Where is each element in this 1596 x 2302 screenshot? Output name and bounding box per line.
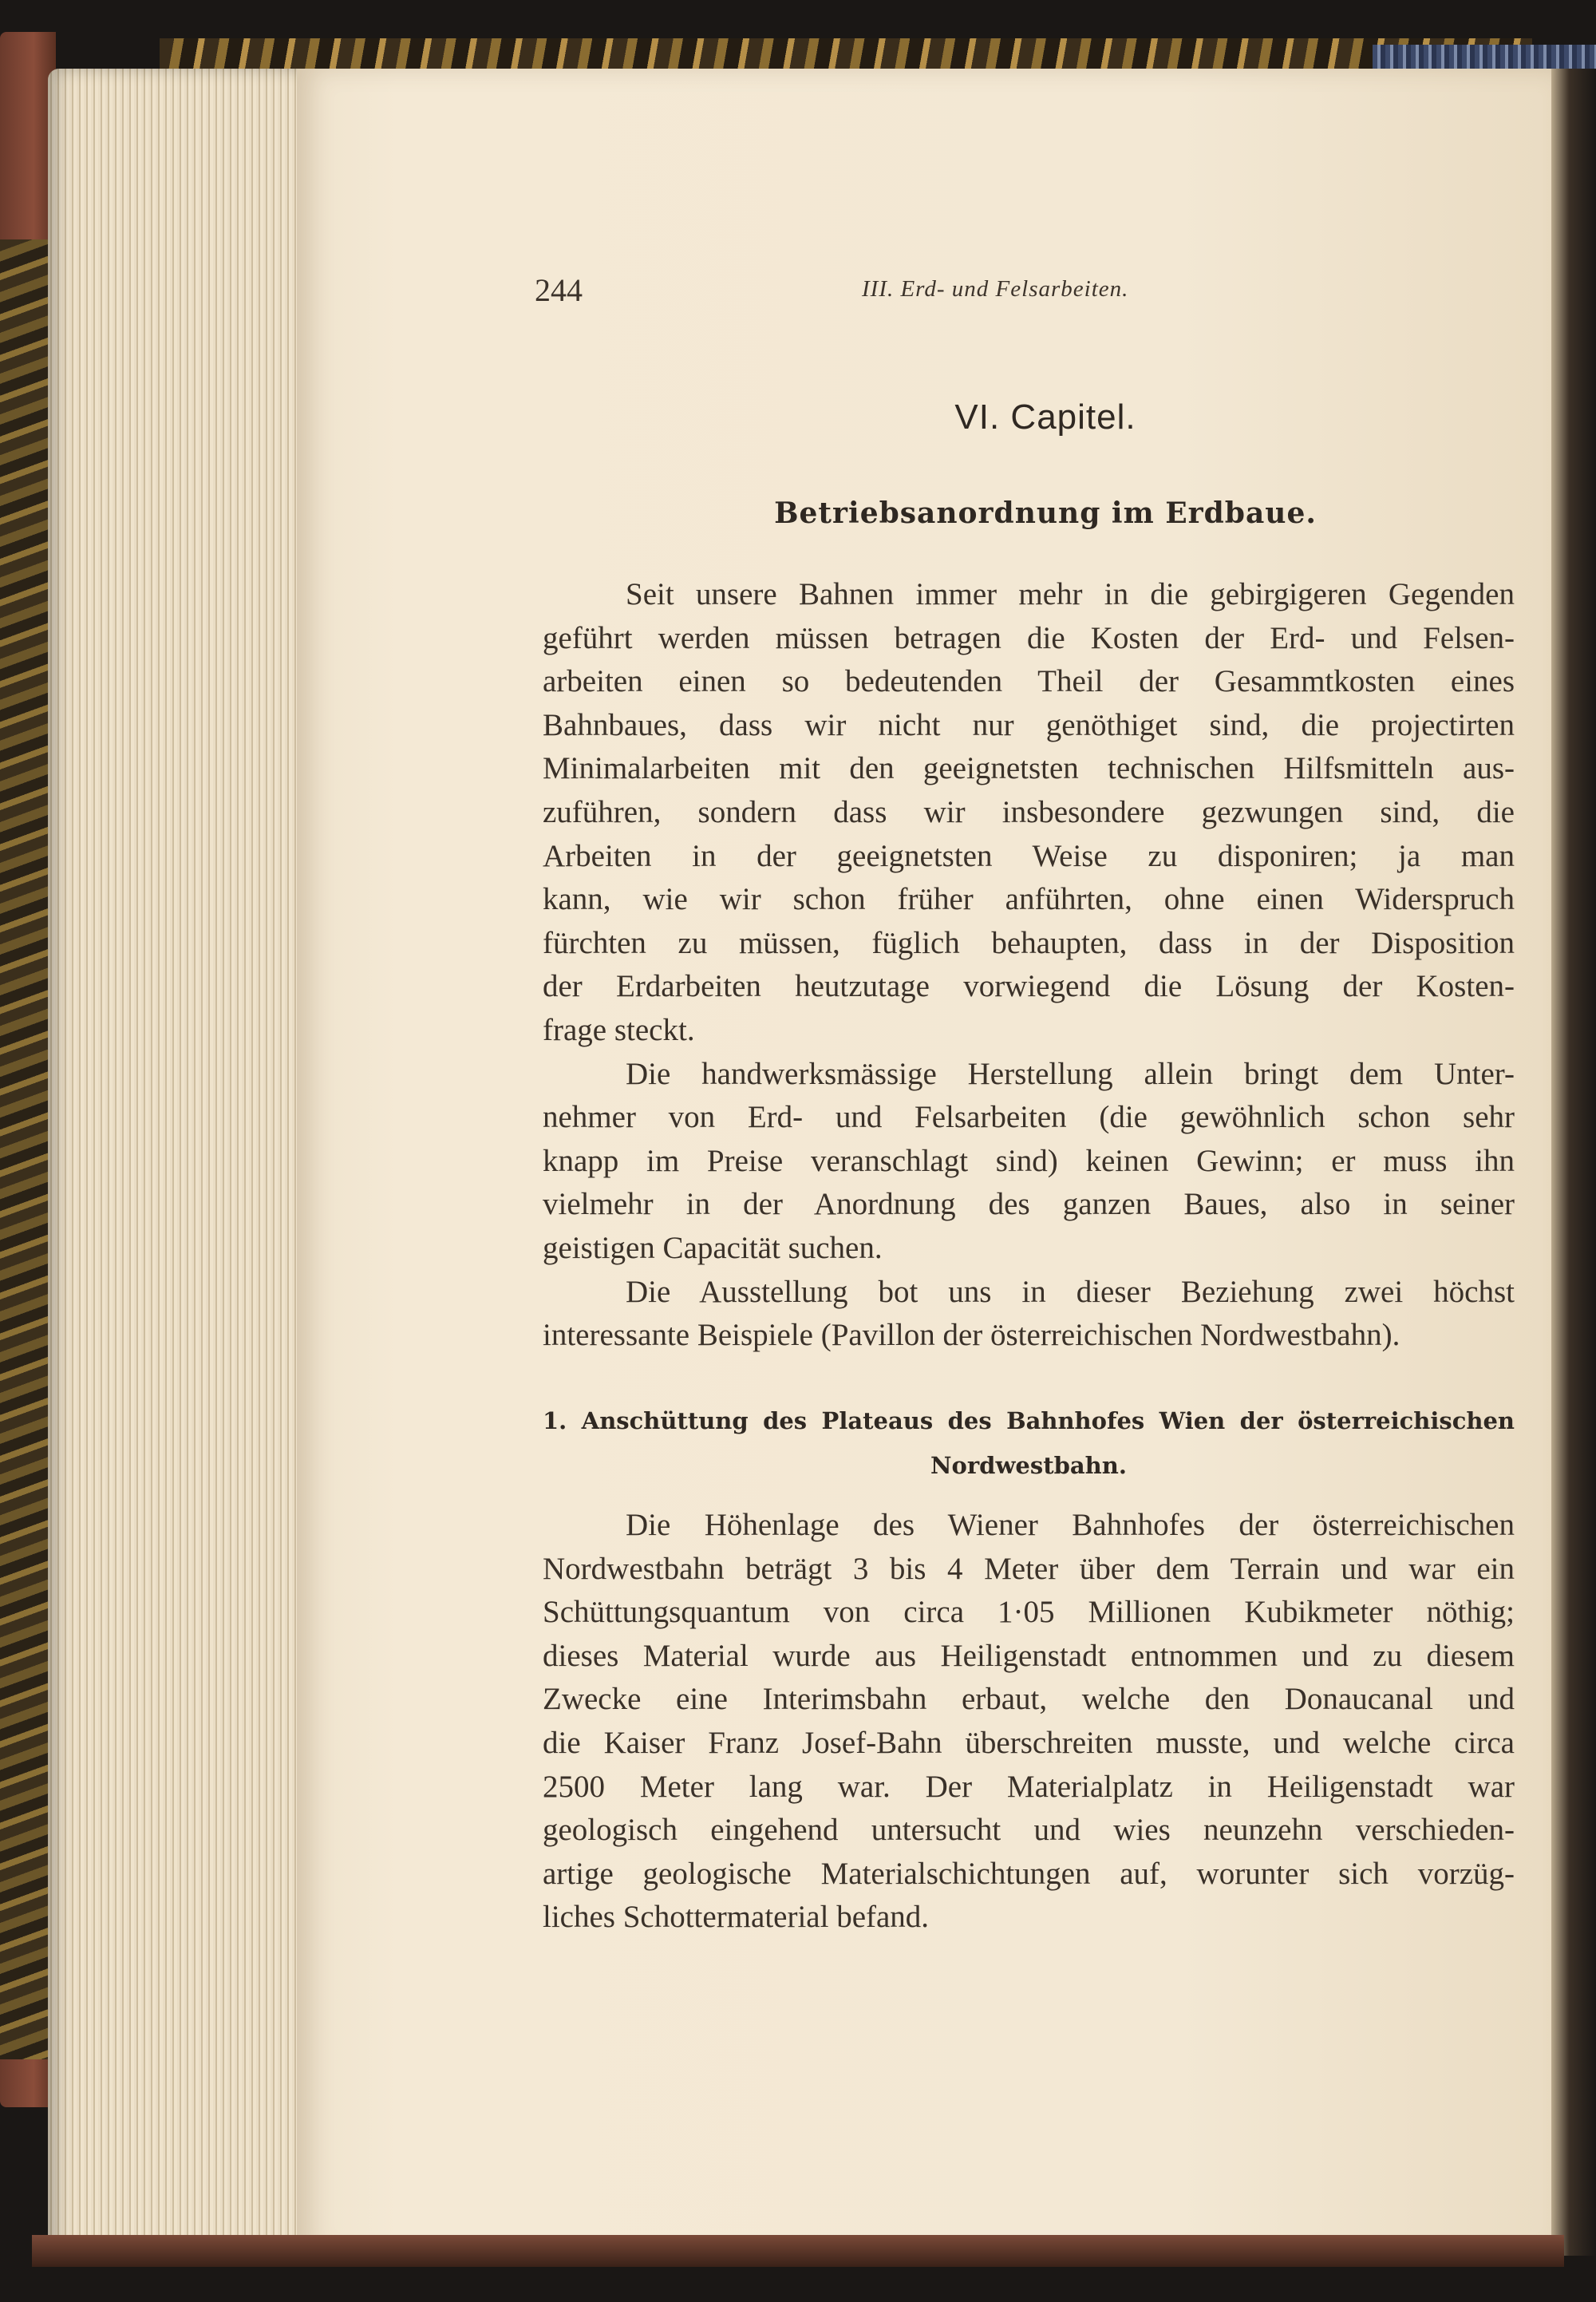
text-line: Schüttungsquantum von circa 1·05 Millionen Kubikmeter nöthig; <box>543 1595 1515 1630</box>
text-line: Arbeiten in der geeignetsten Weise zu disponiren; ja man <box>543 838 1515 873</box>
text-line: liches Schottermaterial befand. <box>543 1900 930 1935</box>
text-line: kann, wie wir schon früher anführten, ohne einen Widerspruch <box>543 882 1515 917</box>
text-line: geführt werden müssen betragen die Kosten der Erd- und Felsen- <box>543 620 1515 655</box>
text-line: 2500 Meter lang war. Der Materialplatz in Heiligenstadt war <box>543 1769 1515 1804</box>
text-line: Seit unsere Bahnen immer mehr in die gebirgigeren Gegenden <box>626 577 1515 611</box>
chapter-heading: VI. Capitel. <box>954 398 1136 437</box>
text-line: geistigen Capacität suchen. <box>543 1230 883 1265</box>
text-line: Zwecke eine Interimsbahn erbaut, welche den Donaucanal und <box>543 1682 1515 1717</box>
section-title: Betriebsanordnung im Erdbaue. <box>774 496 1317 530</box>
page-stack-edges <box>48 69 311 2256</box>
text-line: die Kaiser Franz Josef-Bahn überschreiten musste, und welche circa <box>543 1725 1515 1760</box>
text-line: geologisch eingehend untersucht und wies neunzehn verschieden- <box>543 1813 1515 1848</box>
text-line: fürchten zu müssen, füglich behaupten, dass in der Disposition <box>543 925 1515 960</box>
text-line: knapp im Preise veranschlagt sind) keinen Gewinn; er muss ihn <box>543 1143 1515 1178</box>
page-number: 244 <box>535 272 583 308</box>
text-line: arbeiten einen so bedeutenden Theil der Gesammtkosten eines <box>543 664 1515 699</box>
text-line: zuführen, sondern dass wir insbesondere gezwungen sind, die <box>543 794 1515 829</box>
text-line: Die Höhenlage des Wiener Bahnhofes der österreichischen <box>626 1508 1515 1542</box>
text-line: vielmehr in der Anordnung des ganzen Baues, also in seiner <box>543 1187 1515 1222</box>
text-line: nehmer von Erd- und Felsarbeiten (die gewöhnlich schon sehr <box>543 1100 1515 1135</box>
subsection-heading <box>543 1398 1515 1488</box>
text-line: Die handwerksmässige Herstellung allein bringt dem Unter- <box>626 1056 1515 1091</box>
subsection-heading-line-2: Nordwestbahn. <box>930 1452 1127 1479</box>
text-line: Die Ausstellung bot uns in dieser Beziehung zwei höchst <box>626 1274 1515 1309</box>
text-line: artige geologische Materialschichtungen auf, worunter sich vorzüg- <box>543 1856 1515 1891</box>
body-text-block-2 <box>543 1504 1515 1940</box>
text-line: dieses Material wurde aus Heiligenstadt entnommen und zu diesem <box>543 1638 1515 1673</box>
text-line: der Erdarbeiten heutzutage vorwiegend die Lösung der Kosten- <box>543 969 1515 1004</box>
text-line: Minimalarbeiten mit den geeignetsten technischen Hilfsmitteln aus- <box>543 751 1515 786</box>
running-title: III. Erd- und Felsarbeiten. <box>862 276 1129 302</box>
book-bottom-edge <box>32 2235 1564 2267</box>
text-line: Bahnbaues, dass wir nicht nur genöthiget sind, die projectirten <box>543 707 1515 742</box>
text-line: interessante Beispiele (Pavillon der österreichischen Nordwestbahn). <box>543 1318 1400 1353</box>
text-line: Nordwestbahn beträgt 3 bis 4 Meter über dem Terrain und war ein <box>543 1551 1515 1586</box>
text-line: frage steckt. <box>543 1012 695 1047</box>
subsection-heading-line-1: 1. Anschüttung des Plateaus des Bahnhofes Wien der österreichischen <box>543 1407 1515 1434</box>
page-gutter-shadow <box>1551 69 1596 2256</box>
body-text-block-1 <box>543 573 1515 1358</box>
running-head <box>535 271 1205 311</box>
